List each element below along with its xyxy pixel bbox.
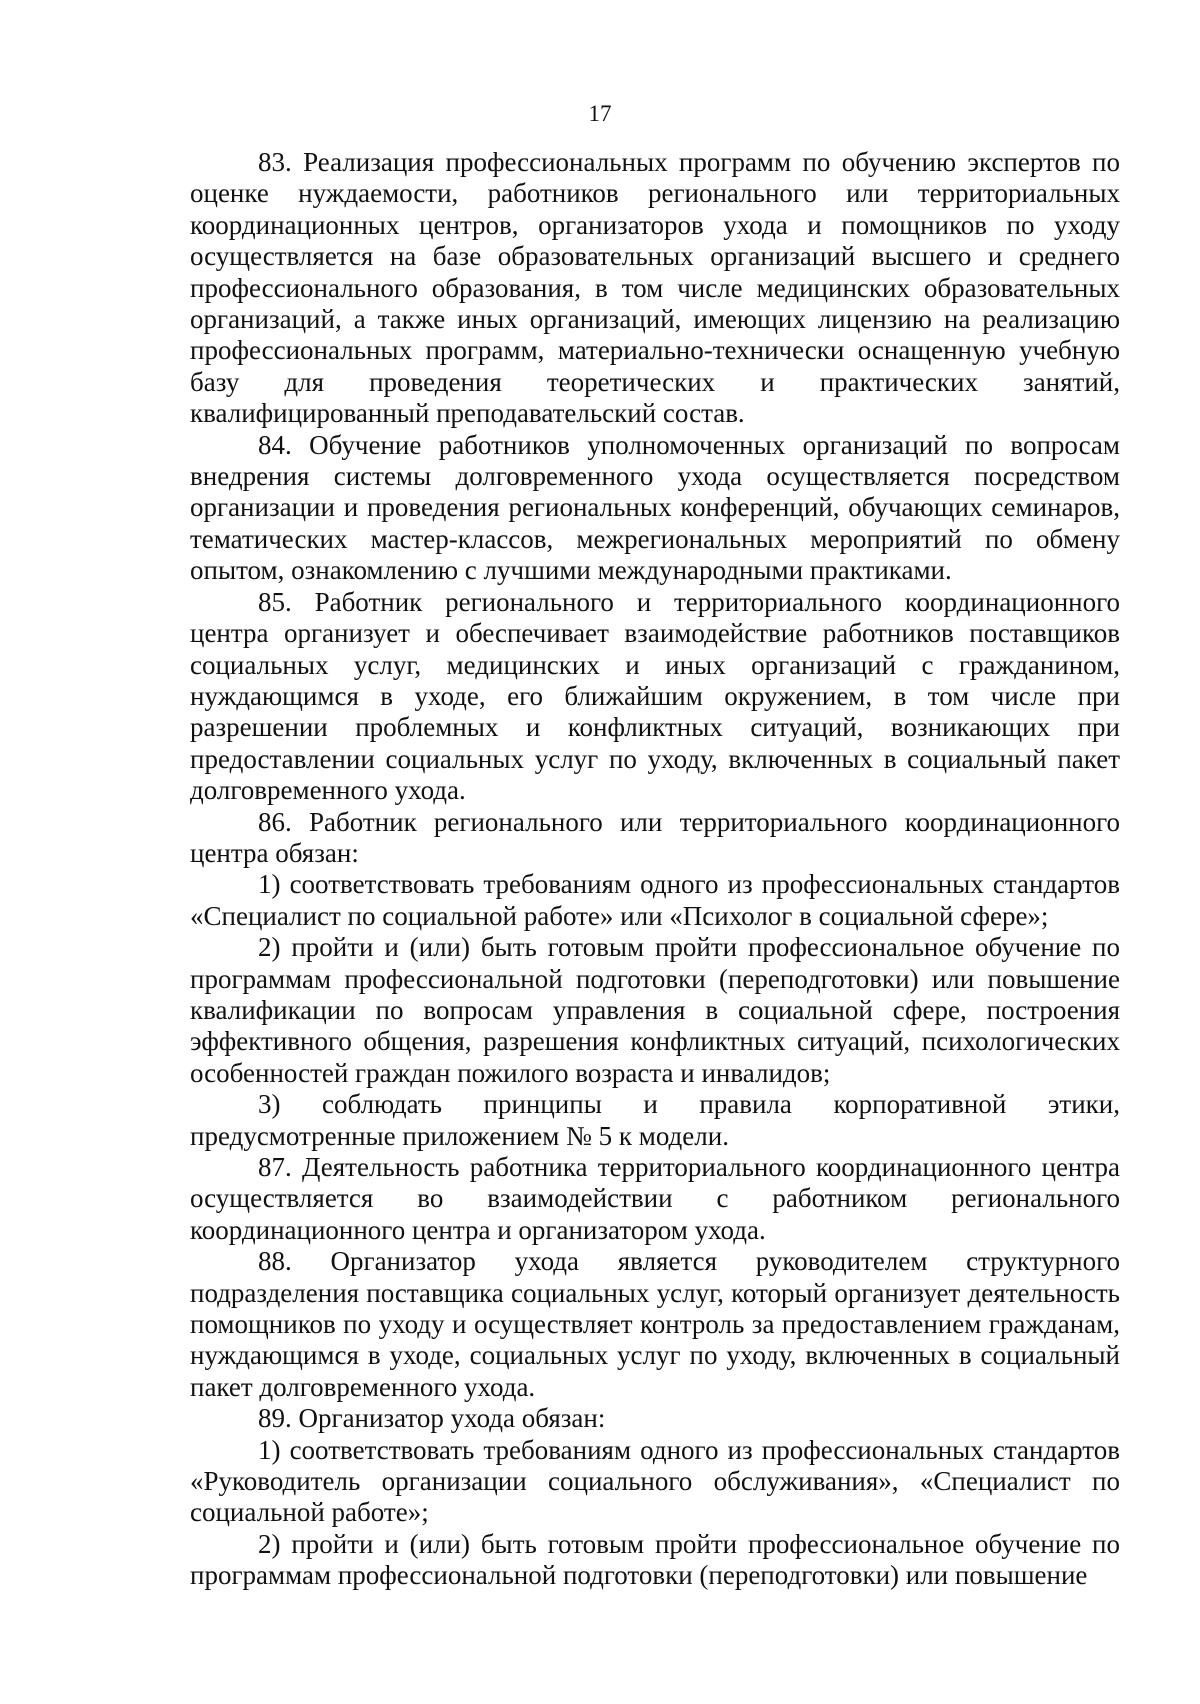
paragraph-84: 84. Обучение работников уполномоченных организаций по вопросам внедрения системы долговременного ухода осуществляется посредством организации и проведения региональных конференций, обучающих семинаров, тематических мастер-классов, межрегиональных мероприятий по обмену опытом, ознакомлению с лучшими международными практиками. (190, 429, 1120, 586)
paragraph-86-item-2: 2) пройти и (или) быть готовым пройти профессиональное обучение по программам профессиональной подготовки (переподготовки) или повышение квалификации по вопросам управления в социальной сфере, построения эффективного общения, разрешения конфликтных ситуаций, психологических особенностей граждан пожилого возраста и инвалидов; (190, 932, 1120, 1088)
paragraph-86-item-3: 3) соблюдать принципы и правила корпоративной этики, предусмотренные приложением № 5 к модели. (190, 1089, 1120, 1151)
paragraph-83: 83. Реализация профессиональных программ по обучению экспертов по оценке нуждаемости, работников регионального или территориальных координационных центров, организаторов ухода и помощников по уходу осуществляется на базе образовательных организаций высшего и среднего профессионального образования, в том числе медицинских образовательных организаций, а также иных организаций, имеющих лицензию на реализацию профессиональных программ, материально-технически оснащенную учебную базу для проведения теоретических и практических занятий, квалифицированный преподавательский состав. (190, 147, 1120, 429)
paragraph-85: 85. Работник регионального и территориального координационного центра организует и обеспечивает взаимодействие работников поставщиков социальных услуг, медицинских и иных организаций с гражданином, нуждающимся в уходе, его ближайшим окружением, в том числе при разрешении проблемных и конфликтных ситуаций, возникающих при предоставлении социальных услуг по уходу, включенных в социальный пакет долговременного ухода. (190, 586, 1120, 806)
paragraph-89: 89. Организатор ухода обязан: (258, 1403, 606, 1434)
document-body (190, 147, 1120, 1592)
paragraph-89-item-2: 2) пройти и (или) быть готовым пройти профессиональное обучение по программам профессиональной подготовки (переподготовки) или повышение (190, 1528, 1120, 1591)
paragraph-86: 86. Работник регионального или территориального координационного центра обязан: (190, 806, 1120, 868)
paragraph-88: 88. Организатор ухода является руководителем структурного подразделения поставщика социальных услуг, который организует деятельность помощников по уходу и осуществляет контроль за предоставлением гражданам, нуждающимся в уходе, социальных услуг по уходу, включенных в социальный пакет долговременного ухода. (190, 1246, 1120, 1402)
page-number: 17 (588, 101, 612, 126)
paragraph-89-item-1: 1) соответствовать требованиям одного из профессиональных стандартов «Руководитель организации социального обслуживания», «Специалист по социальной работе»; (190, 1434, 1120, 1528)
paragraph-87: 87. Деятельность работника территориального координационного центра осуществляется во взаимодействии с работником регионального координационного центра и организатором ухода. (190, 1152, 1120, 1245)
paragraph-86-item-1: 1) соответствовать требованиям одного из профессиональных стандартов «Специалист по социальной работе» или «Психолог в социальной сфере»; (190, 869, 1120, 931)
